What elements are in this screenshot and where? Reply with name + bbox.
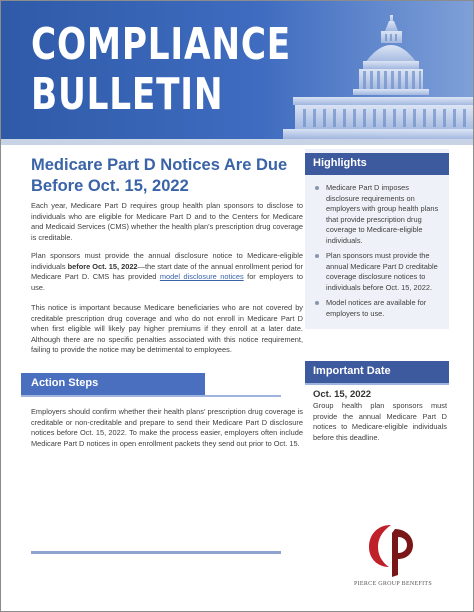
action-steps-divider — [21, 395, 281, 397]
action-steps-heading: Action Steps — [31, 377, 99, 389]
action-steps-text: Employers should confirm whether their health plans’ prescription drug coverage is creditable or non-creditable and prepare to send their Medicare Part D disclosure notices before Oct. 15, 2022. To make the process easier, employers often include Medicare Part D notices in open enrollment packets they send out prior to Oct. 15. — [31, 407, 303, 448]
banner-title-line1: COMPLIANCE — [31, 19, 292, 70]
article-paragraph-2 — [31, 251, 303, 293]
important-date-value: Oct. 15, 2022 — [313, 389, 372, 400]
bullet-icon — [315, 301, 319, 305]
highlights-item: Medicare Part D imposes disclosure requirements on employers with group health plans that provide prescription drug coverage to Medicare-eligible individuals. — [313, 183, 443, 246]
bullet-icon — [315, 254, 319, 258]
header-banner — [1, 1, 473, 139]
article-headline: Medicare Part D Notices Are Due Before Oct. 15, 2022 — [31, 156, 288, 195]
deadline-text: before Oct. 15, 2022 — [67, 261, 138, 271]
action-steps-heading-bar — [21, 373, 205, 395]
paragraph-2-mid: —the start date of the annual enrollment period for Medicare Part D. CMS has provided — [31, 261, 303, 282]
important-date-heading-bar — [305, 361, 449, 383]
highlights-item: Model notices are available for employers to use. — [313, 298, 443, 319]
highlights-heading: Highlights — [313, 157, 367, 169]
banner-title-line2: BULLETIN — [31, 69, 224, 120]
important-date-text: Group health plan sponsors must provide the annual Medicare Part D notices to Medicare-eligible individuals before this deadline. — [313, 401, 447, 442]
article-paragraph-3: This notice is important because Medicare beneficiaries who are not covered by creditable prescription drug coverage and who do not enroll in Medicare Part D when first eligible will likely pay higher premiums if they enroll at a later date. Although there are no specific penalties associated with this notice requirement, failing to provide the notice may be detrimental to employees. — [31, 303, 303, 355]
paragraph-2-end: for employers to use. — [31, 272, 303, 292]
model-disclosure-notices-link[interactable]: model disclosure notices — [159, 272, 244, 282]
highlights-list — [313, 183, 443, 324]
capitol-building-image — [273, 1, 473, 139]
pierce-group-logo-icon — [361, 519, 421, 579]
important-date-divider — [305, 383, 449, 385]
highlights-heading-bar — [305, 153, 449, 175]
bullet-icon — [315, 186, 319, 190]
bottom-divider — [31, 551, 281, 554]
paragraph-2-start: Plan sponsors must provide the annual disclosure notice to Medicare-eligible individuals — [31, 251, 303, 271]
logo-text: PIERCE GROUP BENEFITS — [353, 581, 433, 587]
important-date-heading: Important Date — [313, 365, 391, 377]
banner-stripe — [1, 139, 473, 145]
highlights-item: Plan sponsors must provide the annual Medicare Part D creditable coverage disclosure notices to individuals before Oct. 15, 2022. — [313, 251, 443, 293]
article-paragraph-1: Each year, Medicare Part D requires group health plan sponsors to disclose to individuals who are eligible for Medicare Part D and to the Centers for Medicare and Medicaid Services (CMS) whether the health plan’s prescription drug coverage is creditable. — [31, 201, 303, 242]
